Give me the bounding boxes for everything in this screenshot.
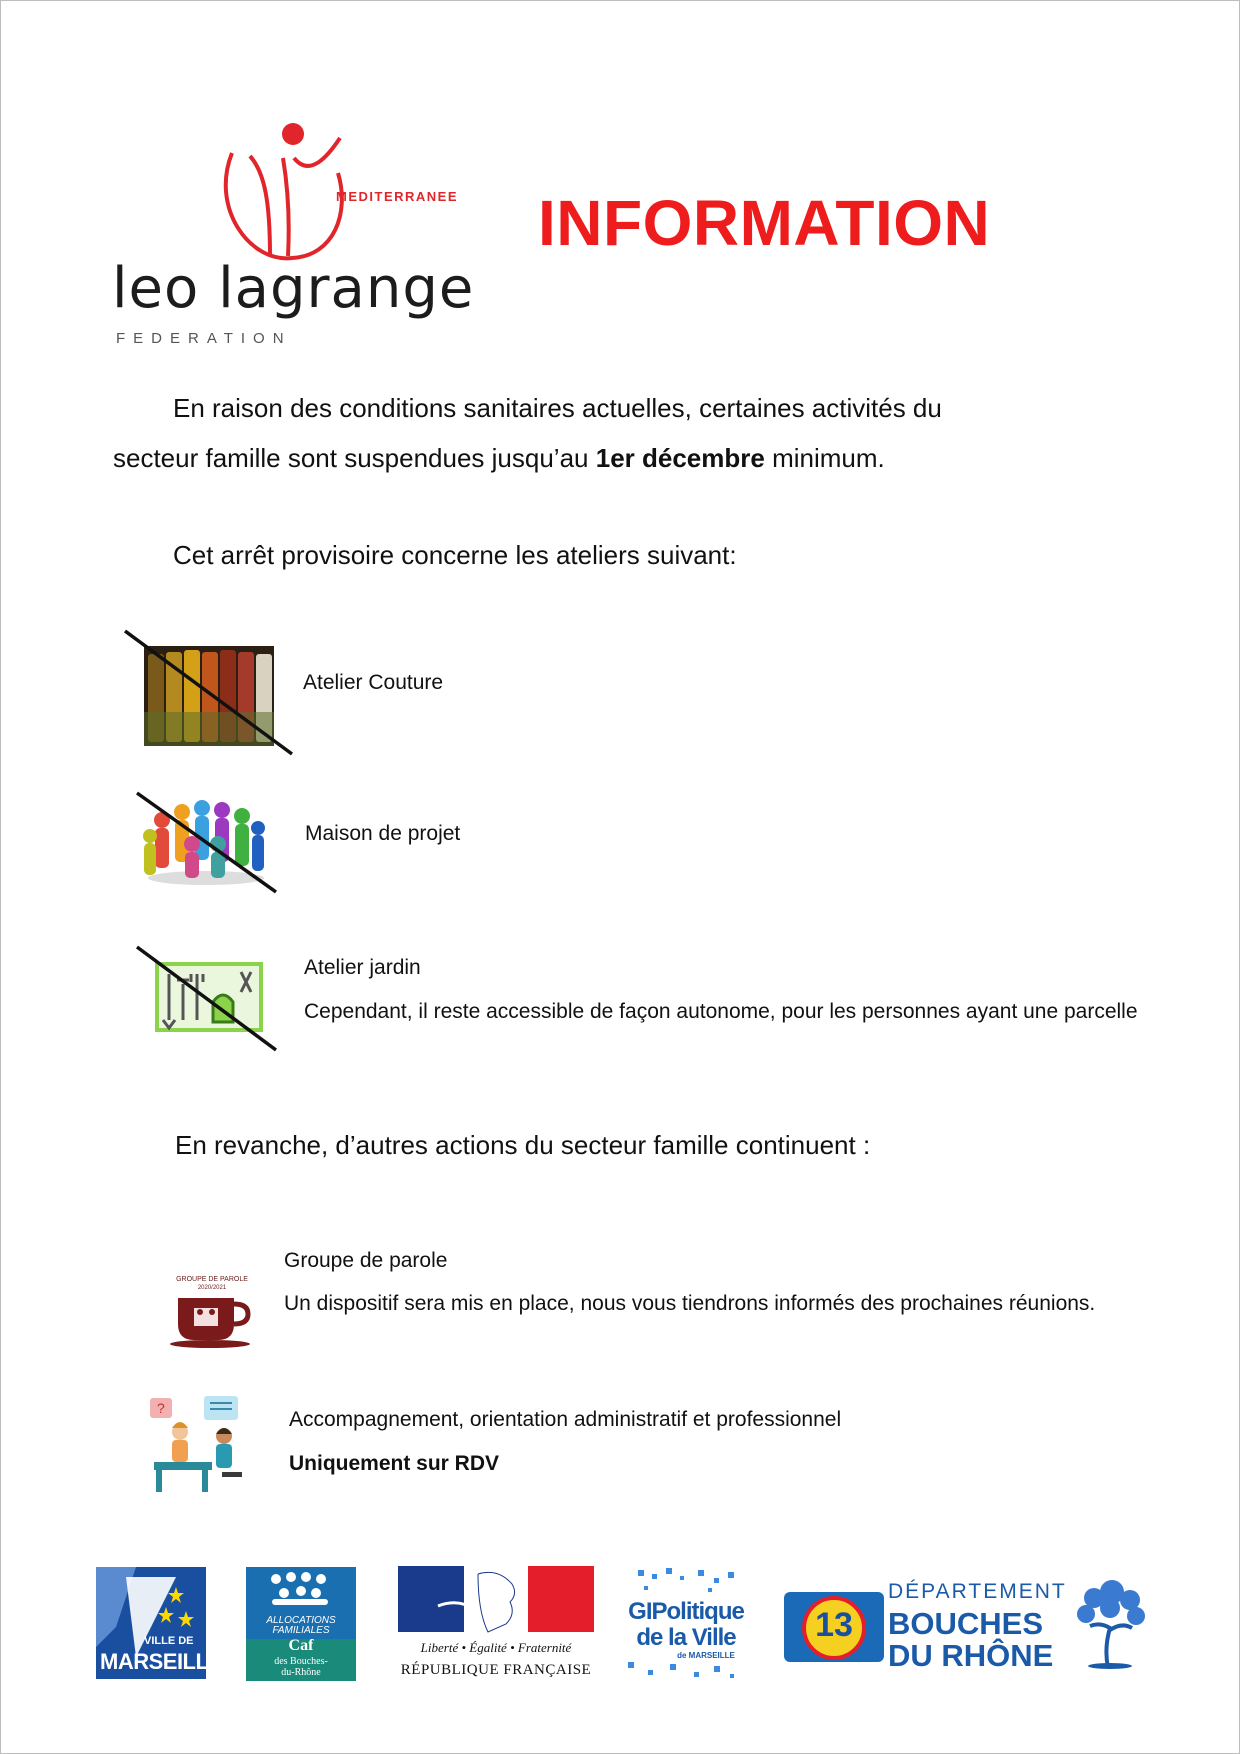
logo-wordmark: leo lagrange bbox=[112, 256, 475, 321]
gip-line1: GIPolitique bbox=[628, 1598, 744, 1625]
republique-name: RÉPUBLIQUE FRANÇAISE bbox=[400, 1662, 592, 1678]
dept-line2: BOUCHES bbox=[888, 1606, 1044, 1641]
intro-line-2 bbox=[113, 433, 1133, 483]
suspended-cross-icon bbox=[122, 628, 297, 758]
suspended-item-label: Maison de projet bbox=[305, 822, 461, 845]
caf-line1: ALLOCATIONS bbox=[266, 1615, 336, 1626]
intro-date: 1er décembre bbox=[595, 443, 765, 473]
cup-caption: GROUPE DE PAROLE bbox=[176, 1276, 248, 1283]
cup-year: 2020/2021 bbox=[197, 1285, 227, 1291]
logo-federation: FEDERATION bbox=[116, 330, 292, 347]
continuing-item-note: Un dispositif sera mis en place, nous vous tiendrons informés des prochaines réunions. bbox=[284, 1292, 1096, 1315]
continuing-item-label: Groupe de parole bbox=[284, 1249, 448, 1272]
departement-13-logo bbox=[784, 1580, 1164, 1672]
caf-line3: Caf bbox=[288, 1637, 314, 1654]
suspended-item-label: Atelier jardin bbox=[304, 956, 421, 979]
caf-line5: du-Rhône bbox=[281, 1667, 321, 1678]
marseille-line2: MARSEILLE bbox=[100, 1649, 223, 1674]
intro-paragraph bbox=[113, 383, 1133, 483]
continuing-item-note: Uniquement sur RDV bbox=[289, 1452, 500, 1475]
suspended-item-note: Cependant, il reste accessible de façon autonome, pour les personnes ayant une parcelle bbox=[304, 1000, 1138, 1023]
gip-line3: de MARSEILLE bbox=[677, 1651, 735, 1660]
intro-line-2-after: minimum. bbox=[764, 443, 885, 473]
republique-francaise-logo bbox=[398, 1566, 594, 1682]
meeting-desk-icon bbox=[140, 1392, 256, 1496]
svg-text:?: ? bbox=[157, 1400, 165, 1416]
suspended-heading: Cet arrêt provisoire concerne les ateliers suivant: bbox=[173, 540, 737, 570]
intro-line-1: En raison des conditions sanitaires actuelles, certaines activités du bbox=[173, 393, 942, 423]
dept-line1: DÉPARTEMENT bbox=[888, 1580, 1067, 1603]
suspended-cross-icon bbox=[134, 944, 280, 1054]
suspended-item-label: Atelier Couture bbox=[303, 671, 444, 694]
ville-de-marseille-logo bbox=[96, 1567, 223, 1679]
caf-line4: des Bouches- bbox=[274, 1656, 328, 1667]
marseille-line1: VILLE DE bbox=[144, 1635, 194, 1647]
dept-number: 13 bbox=[815, 1606, 853, 1644]
continuing-heading: En revanche, d’autres actions du secteur famille continuent : bbox=[175, 1130, 871, 1160]
gip-line2: de la Ville bbox=[636, 1624, 736, 1651]
intro-line-2-before: secteur famille sont suspendues jusqu’au bbox=[113, 443, 596, 473]
leo-lagrange-logo-mark bbox=[210, 118, 350, 268]
suspended-cross-icon bbox=[134, 790, 280, 896]
cup-icon bbox=[166, 1270, 258, 1350]
continuing-item-label: Accompagnement, orientation administratif et professionnel bbox=[289, 1408, 842, 1431]
logo-region: MEDITERRANEE bbox=[336, 189, 459, 204]
olive-tree-icon bbox=[1064, 1578, 1154, 1670]
gip-politique-ville-logo bbox=[618, 1566, 754, 1684]
republique-motto: Liberté • Égalité • Fraternité bbox=[420, 1640, 572, 1655]
caf-logo bbox=[246, 1567, 356, 1681]
page-title: INFORMATION bbox=[538, 187, 991, 259]
caf-line2: FAMILIALES bbox=[272, 1625, 330, 1636]
dept-line3: DU RHÔNE bbox=[888, 1638, 1054, 1673]
